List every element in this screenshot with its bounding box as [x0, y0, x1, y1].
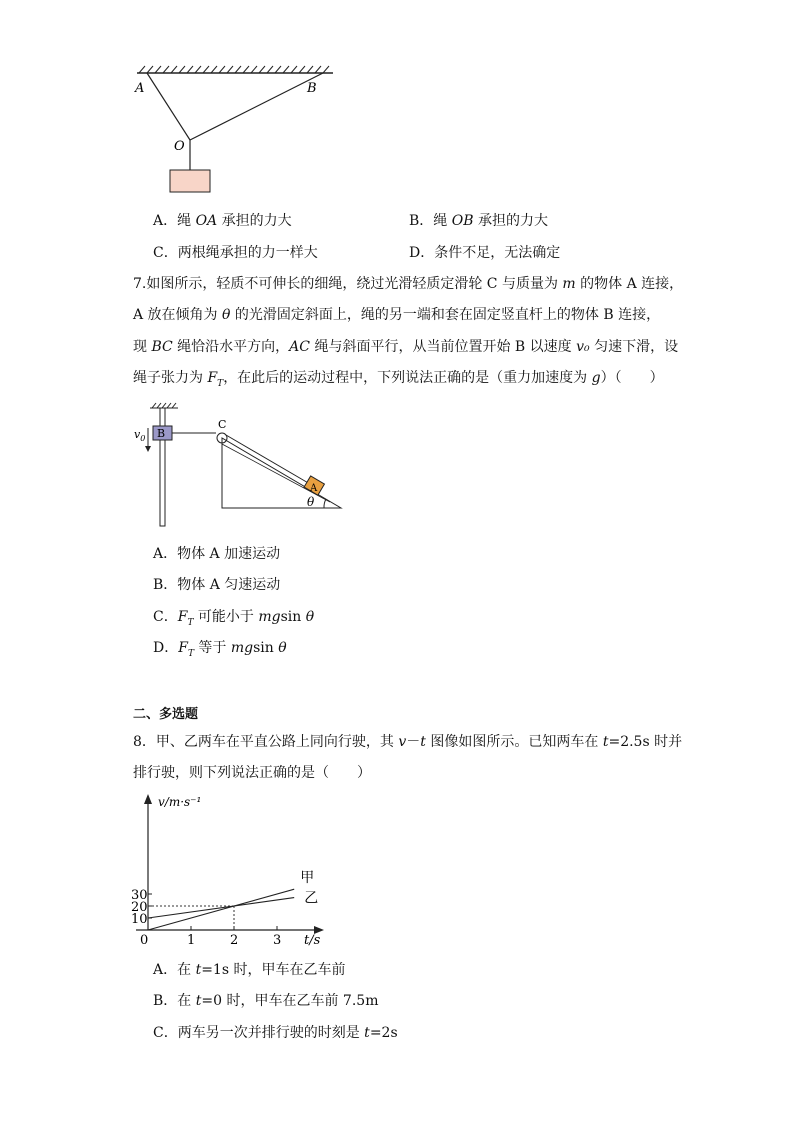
- q6-option-b-prefix: B．绳: [409, 213, 452, 229]
- q8-option-c-b: =2s: [369, 1025, 398, 1041]
- q8-option-a[interactable]: [153, 960, 345, 980]
- series-label-jia: 甲: [300, 870, 315, 887]
- q6-option-a-suffix: 承担的力大: [217, 213, 292, 229]
- label-theta: θ: [307, 495, 315, 509]
- y-tick-label-20: 20: [131, 900, 148, 915]
- q7-stem-line3: [133, 337, 678, 357]
- section-title: 二、多选题: [133, 707, 199, 722]
- q8-option-a-b: =1s 时，甲车在乙车前: [201, 962, 346, 978]
- q8-option-b[interactable]: [153, 991, 378, 1011]
- label-pulley-c: C: [218, 418, 227, 431]
- q7-line3-d: 匀速下滑，设: [589, 339, 679, 355]
- q8-stem-line2: 排行驶，则下列说法正确的是（ ）: [133, 765, 371, 781]
- q7-line4-a: 绳子张力为: [133, 370, 208, 386]
- incline: [222, 438, 341, 508]
- q7-option-c-f: F: [177, 609, 188, 625]
- q8-option-a-a: A．在: [153, 962, 196, 978]
- figure-q6: [125, 64, 355, 196]
- q7-line2-end: 的光滑固定斜面上，绳的另一端和套在固定竖直杆上的物体 B 连接，: [230, 307, 661, 323]
- q8-option-a-var: t: [195, 962, 202, 978]
- x-tick-label-2: 2: [230, 933, 239, 948]
- q6-option-b-suffix: 承担的力大: [473, 213, 548, 229]
- y-axis-label: v/m·s⁻¹: [158, 795, 202, 809]
- label-block-b: B: [157, 427, 166, 440]
- q7-line2-text: A 放在倾角为: [133, 307, 223, 323]
- q7-line3-b: 绳恰沿水平方向，: [172, 339, 290, 355]
- q8-line1-var: v: [398, 734, 407, 750]
- q7-option-c-expr: mg: [258, 609, 281, 625]
- q7-option-c-mid: 可能小于: [193, 609, 259, 625]
- q7-stem-line2: [133, 305, 660, 325]
- q6-option-b[interactable]: [409, 211, 548, 231]
- q6-option-a[interactable]: [153, 211, 292, 231]
- q7-option-d-f: F: [178, 640, 188, 656]
- q6-option-d[interactable]: D．条件不足，无法确定: [409, 245, 561, 261]
- q7-line3-var2: AC: [289, 339, 310, 355]
- label-b: B: [307, 81, 317, 96]
- q6-option-b-var: OB: [451, 213, 474, 229]
- q7-option-d-mid: 等于: [193, 640, 231, 656]
- q7-line3-var1: BC: [151, 339, 173, 355]
- label-a: A: [135, 81, 145, 96]
- q6-option-c[interactable]: C．两根绳承担的力一样大: [153, 245, 318, 261]
- q7-line4-c: ）（ ）: [600, 370, 664, 386]
- q7-option-c-theta: θ: [305, 609, 315, 625]
- q7-line3-c: 绳与斜面平行，从当前位置开始 B 以速度: [310, 339, 577, 355]
- label-block-a: A: [310, 483, 318, 494]
- x-tick-label-3: 3: [273, 933, 282, 948]
- series-line-jia: [148, 889, 294, 930]
- q7-option-c[interactable]: [153, 607, 314, 633]
- series-line-yi: [148, 898, 294, 918]
- q7-option-a[interactable]: A．物体 A 加速运动: [153, 546, 281, 562]
- angle-arc: [324, 499, 326, 508]
- q7-option-c-end: sin: [280, 609, 306, 625]
- q7-line4-sub: T: [217, 378, 224, 389]
- q8-line1-d: =2.5s 时并: [608, 734, 683, 750]
- q7-line3-a: 现: [133, 339, 152, 355]
- ceiling-hatch: [139, 66, 329, 73]
- q8-line1-var2: t: [420, 734, 426, 750]
- q7-line4-var2: g: [591, 370, 601, 386]
- q8-line1-b: －: [406, 734, 421, 750]
- velocity-arrow: [145, 428, 151, 452]
- rod-hatch: [150, 403, 178, 408]
- q7-option-c-prefix: C．: [153, 609, 178, 625]
- x-tick-label-0: 0: [140, 933, 149, 948]
- series-label-yi: 乙: [304, 890, 319, 907]
- q7-option-d-sub: T: [187, 648, 194, 659]
- q8-line1-var3: t: [602, 734, 609, 750]
- q7-option-d-expr: mg: [230, 640, 254, 656]
- q8-option-b-b: =0 时，甲车在乙车前 7.5m: [201, 993, 379, 1009]
- q7-line1-end: 的物体 A 连接，: [575, 276, 684, 292]
- q8-option-c[interactable]: [153, 1023, 398, 1043]
- figure-q7: [130, 400, 350, 530]
- q7-option-d[interactable]: [153, 638, 287, 664]
- label-o: O: [174, 139, 185, 154]
- q8-line1-a: 8．甲、乙两车在平直公路上同向行驶，其: [133, 734, 399, 750]
- label-v0: $v_0$: [134, 428, 146, 443]
- q7-line1-var: m: [562, 276, 576, 292]
- q8-option-c-var: t: [364, 1025, 370, 1041]
- vt-chart: [128, 790, 338, 950]
- q7-option-c-sub: T: [187, 617, 194, 628]
- q7-stem-line1: [133, 274, 683, 294]
- q7-option-b[interactable]: B．物体 A 匀速运动: [153, 577, 281, 593]
- y-axis-arrow: [144, 794, 152, 804]
- q7-option-d-theta: θ: [278, 640, 287, 656]
- q7-stem-line4: [133, 368, 664, 394]
- hanging-block: [170, 170, 210, 192]
- y-tick-label-10: 10: [131, 912, 148, 927]
- x-axis-label: t/s: [304, 933, 321, 948]
- rope-ob: [190, 73, 323, 140]
- rope-ca: [226, 435, 310, 484]
- y-tick-label-30: 30: [131, 888, 148, 903]
- q7-line4-b: ，在此后的运动过程中，下列说法正确的是（重力加速度为: [223, 370, 592, 386]
- q8-option-b-a: B．在: [153, 993, 196, 1009]
- q8-option-c-a: C．两车另一次并排行驶的时刻是: [153, 1025, 365, 1041]
- q8-line1-c: 图像如图所示。已知两车在: [425, 734, 603, 750]
- q7-option-d-end: sin: [253, 640, 279, 656]
- q6-option-a-var: OA: [195, 213, 218, 229]
- q7-option-d-prefix: D．: [153, 640, 179, 656]
- q8-stem-line1: [133, 732, 682, 752]
- q7-line4-var1: F: [207, 370, 218, 386]
- q8-option-b-var: t: [195, 993, 202, 1009]
- q7-line3-var3: v₀: [576, 339, 590, 355]
- rope-oa: [147, 73, 190, 140]
- q7-line2-var: θ: [222, 307, 231, 323]
- x-tick-label-1: 1: [187, 933, 196, 948]
- q7-line1-text: 7.如图所示，轻质不可伸长的细绳，绕过光滑轻质定滑轮 C 与质量为: [133, 276, 563, 292]
- q6-option-a-prefix: A．绳: [153, 213, 196, 229]
